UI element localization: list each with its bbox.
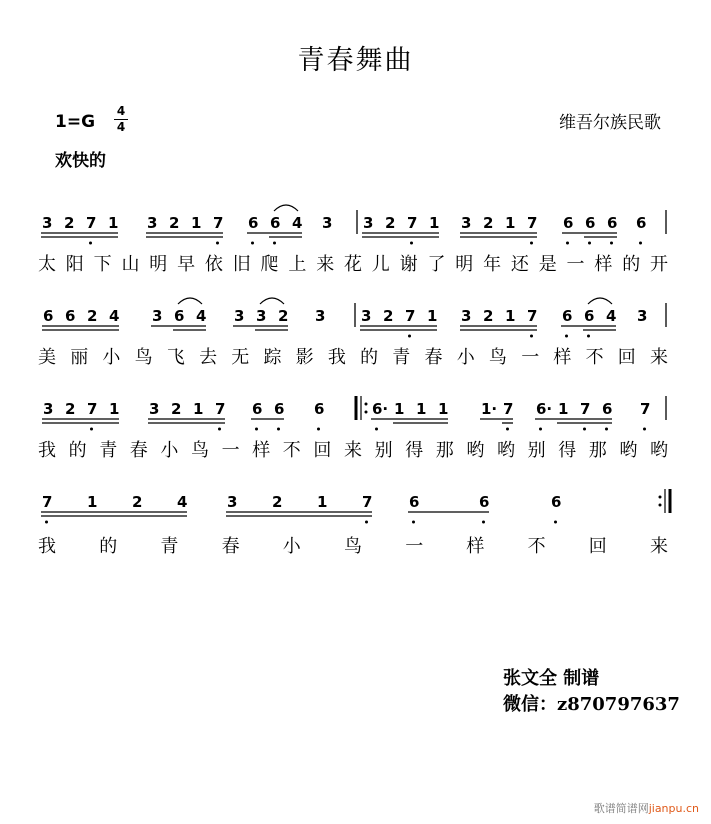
lower-octave-dot [554, 521, 557, 524]
lyric-char: 了 [427, 254, 446, 275]
lower-octave-dot [45, 521, 48, 524]
lower-octave-dot [565, 335, 568, 338]
note-digit: 7 [362, 493, 373, 511]
meter-bottom: 4 [116, 120, 126, 134]
note-digit: 1 [429, 214, 440, 232]
note-digit: 6 [551, 493, 562, 511]
lyric-char: 早 [177, 254, 196, 275]
lyric-char: 来 [650, 536, 668, 557]
note-digit: 7 [405, 307, 416, 325]
note-digit: 7 [527, 214, 538, 232]
note-digit: 7 [527, 307, 538, 325]
note-digit: 2 [65, 400, 76, 418]
note-digit: 3 [152, 307, 163, 325]
repeat-dot [659, 504, 662, 507]
note-digit: 6 [409, 493, 420, 511]
note-digit: 1 [87, 493, 98, 511]
lower-octave-dot [588, 242, 591, 245]
lyric-char: 的 [68, 440, 87, 461]
lyric-char: 明 [149, 254, 168, 275]
lyric-char: 来 [344, 440, 362, 461]
note-digit: 1 [416, 400, 427, 418]
note-digit: 6 [563, 214, 574, 232]
lower-octave-dot [89, 242, 92, 245]
lyric-char: 阳 [65, 254, 84, 275]
lyric-char: 哟 [497, 440, 515, 461]
note-digit: 6 [248, 214, 259, 232]
lyric-char: 无 [231, 347, 250, 368]
note-digit: 6 [314, 400, 325, 418]
lyric-char: 花 [344, 254, 362, 275]
lyric-char: 上 [288, 254, 307, 275]
note-digit: 7 [42, 493, 53, 511]
lyric-char: 的 [99, 536, 118, 557]
note-digit: 6 [584, 307, 595, 325]
note-digit: 1 [108, 214, 119, 232]
lower-octave-dot [610, 242, 613, 245]
lyric-char: 一 [521, 347, 540, 368]
note-digit: 1 [558, 400, 569, 418]
lyric-char: 哟 [650, 440, 668, 461]
repeat-dot [659, 496, 662, 499]
lyric-char: 依 [204, 254, 223, 275]
lyric-char: 小 [160, 440, 179, 461]
watermark-site: jianpu.cn [648, 802, 699, 815]
note-digit: 4 [109, 307, 120, 325]
note-digit: 2 [64, 214, 75, 232]
note-digit: 4 [606, 307, 617, 325]
lower-octave-dot [605, 428, 608, 431]
lyric-char: 哟 [619, 440, 638, 461]
lyric-char: 美 [38, 347, 56, 368]
tempo-marking: 欢快的 [55, 151, 106, 171]
note-digit: 7 [86, 214, 97, 232]
lyric-char: 春 [424, 347, 443, 368]
lyric-char: 小 [282, 536, 301, 557]
note-digit: 1 [109, 400, 120, 418]
lower-octave-dot [566, 242, 569, 245]
lyric-char: 鸟 [191, 440, 209, 461]
lyric-char: 别 [374, 440, 393, 461]
wechat-contact: 微信：z870797637 [503, 694, 680, 715]
lyric-char: 小 [102, 347, 121, 368]
note-digit: 6 [585, 214, 596, 232]
note-digit: 7 [215, 400, 226, 418]
lower-octave-dot [506, 428, 509, 431]
lower-octave-dot [530, 242, 533, 245]
lyric-char: 回 [617, 347, 636, 368]
note-digit: 3 [361, 307, 372, 325]
lyric-char: 我 [38, 440, 56, 461]
lyric-char: 我 [38, 536, 56, 557]
lyric-char: 山 [121, 254, 140, 275]
song-title: 青春舞曲 [297, 45, 414, 76]
lower-octave-dot [273, 242, 276, 245]
lyric-char: 哟 [466, 440, 485, 461]
lyric-char: 一 [405, 536, 424, 557]
slur [274, 205, 298, 211]
note-digit: 6 [43, 307, 54, 325]
lyric-char: 下 [93, 254, 112, 275]
note-digit: 1 [317, 493, 328, 511]
lower-octave-dot [255, 428, 258, 431]
lyric-char: 那 [435, 440, 454, 461]
note-digit: 7 [640, 400, 651, 418]
lyric-char: 的 [360, 347, 379, 368]
note-digit: 3 [42, 214, 53, 232]
lower-octave-dot [530, 335, 533, 338]
lyric-char: 那 [588, 440, 607, 461]
note-digit: 3 [227, 493, 238, 511]
note-digit: 3 [256, 307, 267, 325]
lyric-char: 一 [566, 254, 585, 275]
note-digit: 2 [278, 307, 289, 325]
lyric-char: 开 [650, 254, 668, 275]
lyric-char: 回 [588, 536, 607, 557]
lower-octave-dot [375, 428, 378, 431]
lyric-char: 旧 [232, 254, 251, 275]
lower-octave-dot [408, 335, 411, 338]
lyric-char: 鸟 [488, 347, 507, 368]
note-digit: 1 [427, 307, 438, 325]
note-digit: 2 [483, 307, 494, 325]
lower-octave-dot [539, 428, 542, 431]
lyric-char: 飞 [166, 347, 185, 368]
note-digit: 6 [174, 307, 185, 325]
lower-octave-dot [251, 242, 254, 245]
note-digit: 3 [322, 214, 333, 232]
lyric-char: 影 [295, 347, 314, 368]
lyric-char: 不 [282, 440, 301, 461]
lyric-char: 青 [392, 347, 411, 368]
note-digit: 6· [536, 400, 553, 418]
note-digit: 2 [171, 400, 182, 418]
note-digit: 2 [483, 214, 494, 232]
note-digit: 6· [372, 400, 389, 418]
lyric-char: 别 [527, 440, 546, 461]
lyric-char: 样 [553, 347, 572, 368]
note-digit: 2 [383, 307, 394, 325]
note-digit: 1 [438, 400, 449, 418]
note-digit: 6 [252, 400, 263, 418]
lower-octave-dot [587, 335, 590, 338]
note-digit: 6 [479, 493, 490, 511]
note-digit: 4 [292, 214, 303, 232]
lyric-char: 回 [313, 440, 332, 461]
lower-octave-dot [482, 521, 485, 524]
lyric-char: 爬 [260, 254, 279, 275]
note-digit: 1 [193, 400, 204, 418]
note-digit: 6 [274, 400, 285, 418]
note-digit: 4 [177, 493, 188, 511]
note-digit: 1· [481, 400, 498, 418]
lower-octave-dot [277, 428, 280, 431]
lyric-char: 青 [160, 536, 179, 557]
note-digit: 3 [637, 307, 648, 325]
lyric-char: 样 [594, 254, 613, 275]
note-digit: 6 [636, 214, 647, 232]
lyric-char: 来 [650, 347, 668, 368]
note-digit: 7 [580, 400, 591, 418]
repeat-dot [365, 411, 368, 414]
lyric-char: 鸟 [344, 536, 362, 557]
note-digit: 3 [315, 307, 326, 325]
slur [260, 298, 284, 304]
note-digit: 7 [213, 214, 224, 232]
note-digit: 3 [234, 307, 245, 325]
note-digit: 2 [272, 493, 283, 511]
note-digit: 1 [505, 214, 516, 232]
note-digit: 6 [607, 214, 618, 232]
watermark-prefix: 歌谱简谱网 [593, 802, 649, 815]
lower-octave-dot [90, 428, 93, 431]
note-digit: 6 [270, 214, 281, 232]
lyric-char: 来 [316, 254, 335, 275]
lyric-char: 谢 [399, 254, 418, 275]
lyric-char: 丽 [70, 347, 89, 368]
lyric-char: 我 [327, 347, 346, 368]
lyric-char: 小 [456, 347, 475, 368]
lyric-char: 去 [199, 347, 218, 368]
note-digit: 7 [87, 400, 98, 418]
note-digit: 1 [394, 400, 405, 418]
site-watermark [594, 800, 699, 816]
note-digit: 2 [169, 214, 180, 232]
lower-octave-dot [365, 521, 368, 524]
lyric-char: 样 [466, 536, 485, 557]
note-digit: 6 [562, 307, 573, 325]
note-digit: 2 [87, 307, 98, 325]
lyric-char: 是 [538, 254, 557, 275]
song-origin: 维吾尔族民歌 [559, 113, 661, 133]
note-digit: 2 [132, 493, 143, 511]
note-digit: 1 [191, 214, 202, 232]
key-signature: 1=G [55, 112, 96, 132]
lower-octave-dot [412, 521, 415, 524]
lower-octave-dot [216, 242, 219, 245]
note-digit: 3 [363, 214, 374, 232]
lower-octave-dot [583, 428, 586, 431]
note-digit: 4 [196, 307, 207, 325]
slur [588, 298, 612, 304]
note-digit: 6 [602, 400, 613, 418]
repeat-dot [365, 403, 368, 406]
note-digit: 3 [149, 400, 160, 418]
note-digit: 3 [461, 307, 472, 325]
lyric-char: 得 [405, 440, 424, 461]
lyric-char: 得 [558, 440, 577, 461]
lower-octave-dot [410, 242, 413, 245]
lyric-char: 太 [38, 254, 56, 275]
lower-octave-dot [639, 242, 642, 245]
lower-octave-dot [218, 428, 221, 431]
note-digit: 3 [147, 214, 158, 232]
lower-octave-dot [643, 428, 646, 431]
slur [178, 298, 202, 304]
note-digit: 7 [503, 400, 514, 418]
lyric-char: 青 [99, 440, 118, 461]
note-digit: 3 [461, 214, 472, 232]
note-digit: 2 [385, 214, 396, 232]
lyric-char: 明 [455, 254, 474, 275]
lower-octave-dot [317, 428, 320, 431]
lyric-char: 一 [221, 440, 240, 461]
note-digit: 1 [505, 307, 516, 325]
lyric-char: 年 [483, 254, 502, 275]
lyric-char: 不 [585, 347, 604, 368]
lyric-char: 样 [252, 440, 271, 461]
lyric-char: 踪 [263, 347, 282, 368]
lyric-char: 还 [510, 254, 529, 275]
note-digit: 3 [43, 400, 54, 418]
note-digit: 7 [407, 214, 418, 232]
meter-top: 4 [116, 104, 126, 118]
lyric-char: 鸟 [134, 347, 153, 368]
note-digit: 6 [65, 307, 76, 325]
lyric-char: 不 [527, 536, 546, 557]
arranger-credit: 张文全 制谱 [503, 668, 600, 689]
lyric-char: 的 [622, 254, 641, 275]
lyric-char: 春 [221, 536, 240, 557]
lyric-char: 春 [129, 440, 148, 461]
lyric-char: 儿 [371, 254, 390, 275]
